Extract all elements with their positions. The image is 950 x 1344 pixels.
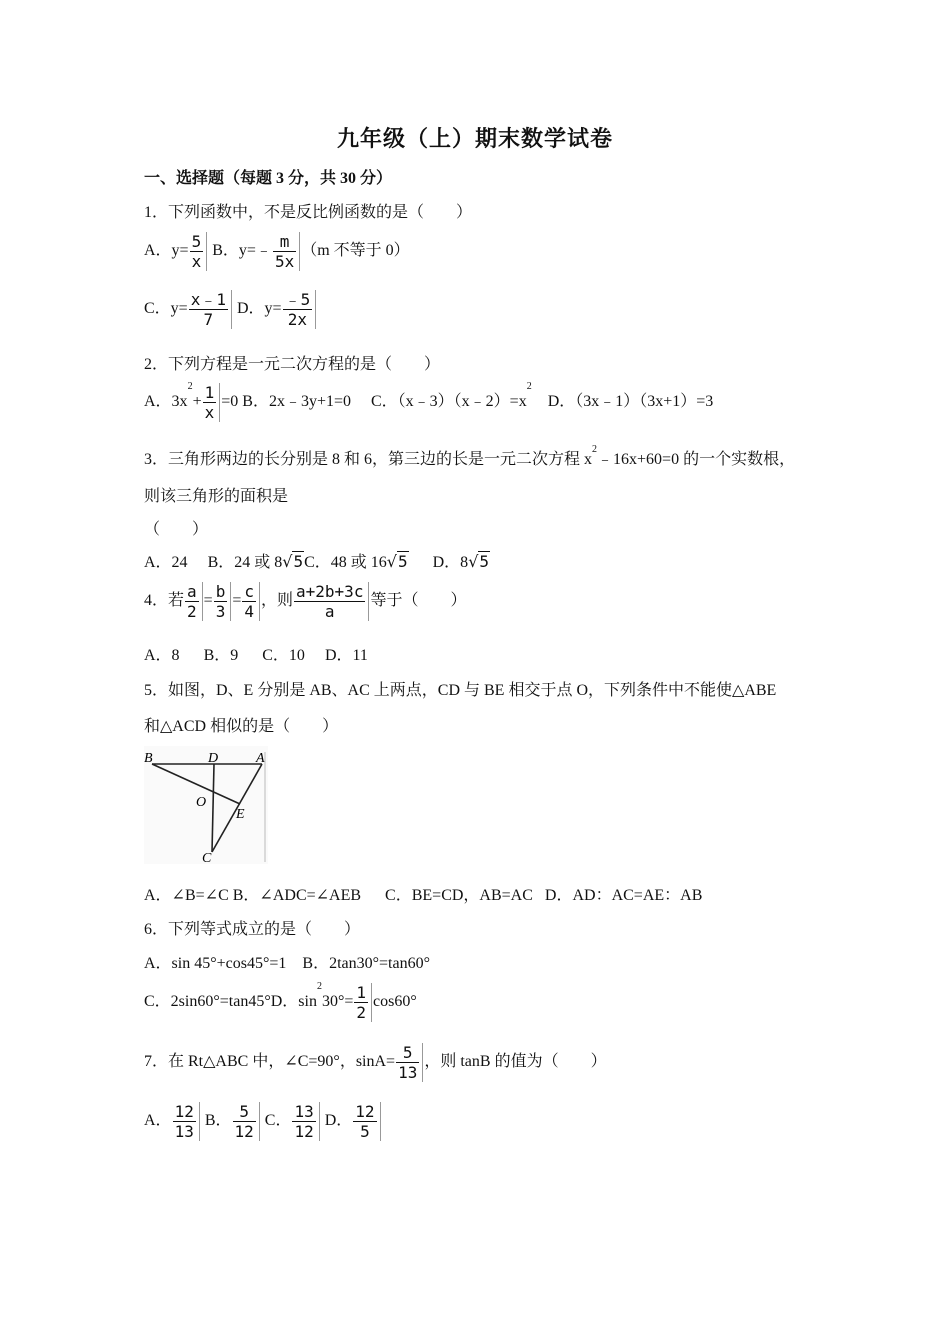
q6-option-b: B．2tan30°=tan60° xyxy=(302,955,430,972)
q7-c-num: 13 xyxy=(294,1102,314,1121)
q1-a-fraction xyxy=(190,232,208,271)
q7-num: 5 xyxy=(402,1043,413,1062)
q4-frac4-num: a+2b+3c xyxy=(296,582,364,601)
q7-options xyxy=(144,1102,382,1141)
triangle-figure xyxy=(144,746,268,864)
q1-b-prefix: B．y=﹣ xyxy=(212,242,272,260)
q2-c-exponent: 2 xyxy=(526,381,532,392)
q1-d-fraction xyxy=(283,290,317,329)
q6-d-prefix: D．sin xyxy=(270,993,317,1011)
q4-mid: ，则 xyxy=(261,592,294,610)
q7-c-prefix: C． xyxy=(264,1112,292,1130)
section-heading: 一、选择题（每题 3 分，共 30 分） xyxy=(144,170,393,187)
q1-c-prefix: C．y= xyxy=(144,300,188,318)
q4-option-a: A．8 xyxy=(144,647,180,664)
q7-a-den: 13 xyxy=(174,1122,194,1141)
q7-prefix: 7．在 Rt△ABC 中，∠C=90°，sinA= xyxy=(144,1053,396,1071)
q4-suffix: 等于（ ） xyxy=(370,592,467,610)
q4-prefix: 4．若 xyxy=(144,592,185,610)
page-title: 九年级（上）期末数学试卷 xyxy=(336,126,613,151)
q6-option-c: C．2sin60°=tan45° xyxy=(144,993,271,1011)
q6-d-den: 2 xyxy=(356,1003,367,1022)
q1-a-den: x xyxy=(191,252,202,271)
label-d: D xyxy=(208,751,219,766)
sqrt-icon: √ xyxy=(282,552,293,571)
q7-a-fraction xyxy=(173,1102,200,1141)
q3-stem-line2: 则该三角形的面积是 xyxy=(144,488,289,505)
q3-paren: （ ） xyxy=(144,521,209,538)
q4-frac2-den: 3 xyxy=(215,602,226,621)
q7-a-num: 12 xyxy=(174,1102,194,1121)
q4-frac3-den: 4 xyxy=(244,602,254,621)
q6-stem: 6．下列等式成立的是（ ） xyxy=(144,921,361,938)
q7-stem xyxy=(144,1043,607,1082)
q1-options-ab xyxy=(144,232,410,271)
q4-frac3-num: c xyxy=(244,582,254,601)
q7-a-prefix: A． xyxy=(144,1112,172,1130)
q1-b-suffix: （m 不等于 0） xyxy=(301,242,410,260)
q3-d-prefix: D．8 xyxy=(432,554,469,571)
q4-frac2-num: b xyxy=(215,582,226,601)
q3-option-a: A．24 xyxy=(144,554,188,571)
q1-c-fraction xyxy=(189,290,232,329)
q3-stem-post: ﹣16x+60=0 的一个实数根， xyxy=(597,451,796,468)
q1-options-cd xyxy=(144,290,317,329)
q6-d-num: 1 xyxy=(356,983,367,1002)
q1-a-num: 5 xyxy=(191,232,202,251)
q3-d-radicand: 5 xyxy=(479,552,490,571)
q1-d-den: 2x xyxy=(283,309,313,329)
label-e: E xyxy=(236,807,245,822)
q4-eq2: = xyxy=(232,592,242,610)
label-c: C xyxy=(202,851,212,864)
q1-c-den: 7 xyxy=(189,309,228,329)
q7-d-num: 12 xyxy=(355,1102,375,1121)
q7-b-fraction xyxy=(233,1102,260,1141)
q3-stem-exponent: 2 xyxy=(592,444,598,455)
q1-d-prefix: D．y= xyxy=(236,300,282,318)
sqrt-icon: √ xyxy=(468,552,479,571)
label-a: A xyxy=(256,751,265,766)
q3-stem-pre: 3．三角形两边的长分别是 8 和 6，第三边的长是一元二次方程 x xyxy=(144,451,593,468)
q7-d-fraction xyxy=(353,1102,380,1141)
q3-c-radicand: 5 xyxy=(397,552,408,571)
q2-a-suffix: =0 xyxy=(221,393,239,411)
q7-b-den: 12 xyxy=(234,1122,254,1141)
q6-d-exponent: 2 xyxy=(316,981,322,992)
q7-b-prefix: B． xyxy=(204,1112,232,1130)
q4-option-b: B．9 xyxy=(203,647,239,664)
q6-d-mid: 30°= xyxy=(321,993,354,1011)
q4-option-c: C．10 xyxy=(262,647,305,664)
q1-b-num: m xyxy=(279,232,290,251)
q7-suffix: ，则 tanB 的值为（ ） xyxy=(424,1053,607,1071)
q4-option-d: D．11 xyxy=(324,647,368,664)
q4-frac1 xyxy=(185,582,203,621)
q2-option-d: D．（3x﹣1）（3x+1）=3 xyxy=(547,393,714,411)
q3-b-prefix: B．24 或 8 xyxy=(207,554,283,571)
q2-a-den: x xyxy=(204,403,215,422)
q5-stem-line1: 5．如图，D、E 分别是 AB、AC 上两点，CD 与 BE 相交于点 O，下列条件中不能使△ABE xyxy=(144,682,777,699)
q2-a-exponent: 2 xyxy=(187,381,193,392)
q3-b-radicand: 5 xyxy=(293,552,304,571)
q7-c-den: 12 xyxy=(294,1122,314,1141)
q5-option-d: D．AD：AC=AE：AB xyxy=(544,887,703,904)
q3-c-prefix: C．48 或 16 xyxy=(304,554,387,571)
q2-option-b: B．2x﹣3y+1=0 xyxy=(242,393,351,411)
q2-a-num: 1 xyxy=(204,383,215,402)
q6-options-cd xyxy=(144,983,417,1022)
q7-b-num: 5 xyxy=(239,1102,249,1121)
q6-options-ab xyxy=(144,950,430,973)
q3-options xyxy=(144,549,490,572)
label-o: O xyxy=(196,795,207,810)
q1-stem: 1．下列函数中，不是反比例函数的是（ ） xyxy=(144,204,473,221)
q4-frac1-den: 2 xyxy=(187,602,197,621)
q5-options xyxy=(144,882,702,905)
sqrt-icon: √ xyxy=(386,552,397,571)
q1-b-den: 5x xyxy=(274,252,295,271)
q6-option-a: A．sin 45°+cos45°=1 xyxy=(144,955,287,972)
q5-option-b: B．∠ADC=∠AEB xyxy=(232,887,362,904)
q5-stem-line2: 和△ACD 相似的是（ ） xyxy=(144,718,339,735)
label-b: B xyxy=(144,751,153,766)
q7-fraction xyxy=(396,1043,423,1082)
q3-stem-line1 xyxy=(144,446,795,469)
q7-d-prefix: D． xyxy=(324,1112,353,1130)
q7-c-fraction xyxy=(292,1102,319,1141)
q2-stem: 2．下列方程是一元二次方程的是（ ） xyxy=(144,356,441,373)
q5-option-a: A．∠B=∠C xyxy=(144,887,229,904)
q2-a-fraction xyxy=(203,383,221,422)
q4-frac3 xyxy=(242,582,260,621)
q6-d-suffix: cos60° xyxy=(373,993,417,1011)
q2-options xyxy=(144,383,713,422)
q1-c-num: x﹣1 xyxy=(190,290,226,309)
q4-frac4 xyxy=(294,582,369,621)
q2-c-prefix: C．（x﹣3）（x﹣2）=x xyxy=(371,393,527,411)
q7-den: 13 xyxy=(398,1063,418,1082)
q1-b-fraction xyxy=(273,232,300,271)
q5-option-c: C．BE=CD，AB=AC xyxy=(385,887,533,904)
q1-d-num: ﹣5 xyxy=(284,290,311,309)
q7-d-den: 5 xyxy=(353,1121,376,1141)
q4-frac4-den: a xyxy=(294,601,365,621)
q4-eq1: = xyxy=(203,592,213,610)
q4-stem xyxy=(144,582,466,621)
q4-options xyxy=(144,642,368,665)
q2-a-plus: + xyxy=(192,393,202,411)
q2-a-prefix: A．3x xyxy=(144,393,188,411)
q6-d-fraction xyxy=(354,983,372,1022)
q4-frac1-num: a xyxy=(187,582,197,601)
q1-a-prefix: A．y= xyxy=(144,242,189,260)
q4-frac2 xyxy=(214,582,232,621)
